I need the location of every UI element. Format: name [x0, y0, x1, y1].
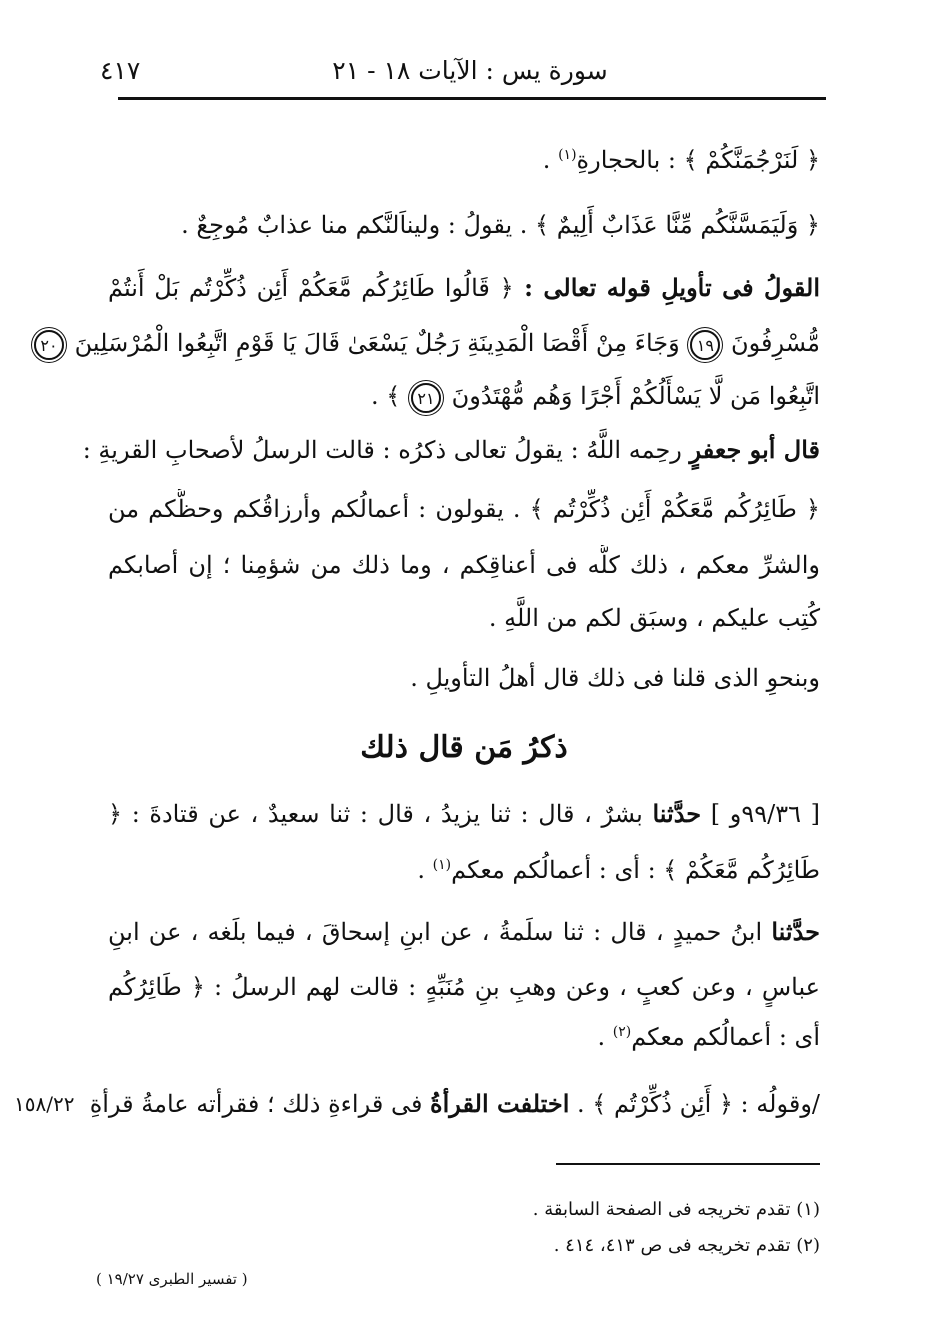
- header-divider: [118, 97, 826, 100]
- footnote-2: (٢) تقدم تخريجه فى ص ٤١٣، ٤١٤ .: [553, 1235, 820, 1256]
- text-line-8: والشرِّ معكم ، ذلك كلُّه فى أعناقِكم ، وما ذلك من شؤمِنا ؛ إن أصابكم: [108, 551, 820, 579]
- text-line-1: ﴿ لَنَرْجُمَنَّكُمْ ﴾ : بالحجارةِ$^{(١)}$ .: [542, 146, 820, 174]
- author-name: قال أبو جعفرٍ: [689, 435, 820, 464]
- footnote-1: (١) تقدم تخريجه فى الصفحة السابقة .: [532, 1199, 820, 1220]
- text-line-4: مُّسْرِفُونَ ١٩ وَجَاءَ مِنْ أَقْصَا الْمَدِينَةِ رَجُلٌ يَسْعَىٰ قَالَ يَا قَوْمِ اتَّبِعُوا الْمُرْسَلِينَ ٢٠: [108, 323, 820, 363]
- text-line-2: ﴿ وَلَيَمَسَّنَّكُم مِّنَّا عَذَابٌ أَلِيمٌ ﴾ . يقولُ : وليناَلنَّكم منا عذابٌ مُوجِعٌ .: [181, 211, 820, 239]
- page-number: ٤١٧: [100, 56, 141, 85]
- source-note: ( تفسير الطبرى ١٩/٢٧ ): [96, 1270, 248, 1288]
- footnote-divider: [556, 1163, 820, 1165]
- margin-page-reference: ١٥٨/٢٢: [14, 1092, 75, 1116]
- verse-number-marker: ٢١: [411, 383, 441, 413]
- text-line-16: /وقولُه : ﴿ أَئِن ذُكِّرْتُم ﴾ . اختلفت القرأةُ فى قراءةِ ذلك ؛ فقرأته عامةُ قرأةِ: [89, 1089, 820, 1118]
- text-line-11: [ ٩٩/٣٦و ] حدَّثنا بشرٌ ، قال : ثنا يزيدُ ، قال : ثنا سعيدٌ ، عن قتادةَ : ﴿: [108, 799, 820, 828]
- text-line-14: عباسٍ ، وعن كعبٍ ، وعن وهبِ بنِ مُنَبِّهٍ : قالت لهم الرسلُ : ﴿ طَائِرُكُم: [108, 973, 820, 1001]
- text-line-12: طَائِرُكُم مَّعَكُمْ ﴾ : أى : أعمالُكم معكم$^{(١)}$ .: [417, 856, 820, 884]
- footnote-ref[interactable]: (٢): [612, 1024, 632, 1040]
- quran-quote: ﴿ قَالُوا طَائِرُكُم مَّعَكُمْ أَئِن ذُكِّرْتُم بَلْ أَنتُمْ: [108, 274, 514, 302]
- text-line-9: كُتِب عليكم ، وسبَق لكم من اللَّهِ .: [488, 604, 820, 632]
- footnote-ref[interactable]: (١): [432, 857, 452, 873]
- running-header-title: سورة يس : الآيات ١٨ - ٢١: [332, 56, 608, 85]
- footnote-ref[interactable]: (١): [558, 147, 577, 163]
- text-line-10: وبنحوِ الذى قلنا فى ذلك قال أهلُ التأويلِ .: [410, 664, 820, 692]
- manuscript-ref: [ ٩٩/٣٦و ]: [701, 800, 820, 828]
- text-line-3: [108, 268, 820, 308]
- text-line-15: أى : أعمالُكم معكم$^{(٢)}$ .: [597, 1023, 820, 1051]
- section-heading: ذكرُ مَن قال ذلك: [360, 730, 568, 765]
- verse-number-marker: ٢٠: [34, 330, 64, 360]
- section-lead: القولُ فى تأويلِ قوله تعالى :: [513, 273, 820, 302]
- verse-number-marker: ١٩: [690, 330, 720, 360]
- text-line-6: قال أبو جعفرٍ رحِمه اللَّهُ : يقولُ تعالى ذكرُه : قالت الرسلُ لأصحابِ القريةِ :: [82, 435, 820, 464]
- text-line-5: اتَّبِعُوا مَن لَّا يَسْأَلُكُمْ أَجْرًا وَهُم مُّهْتَدُونَ ٢١ ﴾ .: [108, 376, 820, 416]
- text-line-13: حدَّثنا ابنُ حميدٍ ، قال : ثنا سلَمةُ ، عن ابنِ إسحاقَ ، فيما بلَغه ، عن ابنِ: [108, 917, 820, 946]
- text-line-7: ﴿ طَائِرُكُم مَّعَكُمْ أَئِن ذُكِّرْتُم ﴾ . يقولون : أعمالُكم وأرزاقُكم وحظُّكم من: [108, 495, 820, 523]
- quran-quote: ﴿ لَنَرْجُمَنَّكُمْ ﴾ : بالحجارةِ: [576, 146, 820, 174]
